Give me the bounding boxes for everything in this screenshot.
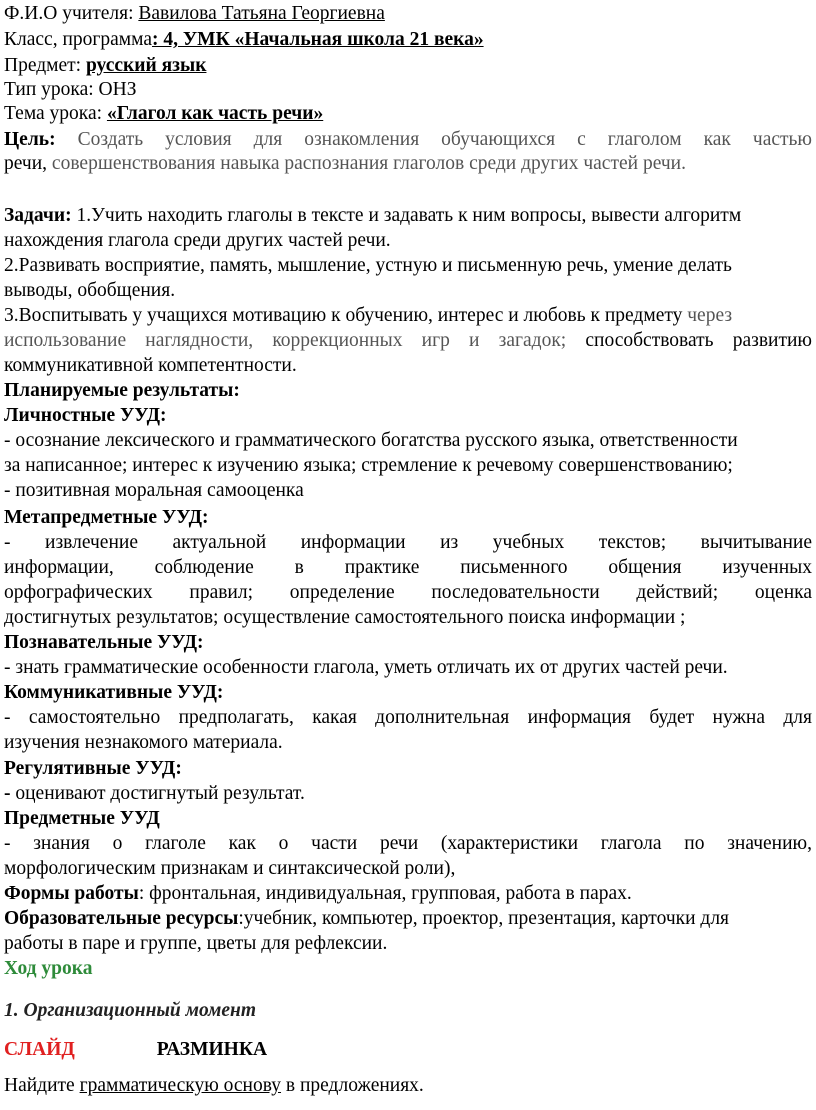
- subject-item-2: морфологическим признакам и синтаксической роли),: [4, 858, 456, 879]
- communicative-item-1: - самостоятельно предполагать, какая дополнительная информация будет нужна для: [4, 707, 812, 728]
- tasks-text-5b: через: [687, 305, 733, 326]
- topic-line: [4, 102, 812, 126]
- tasks-line-4: выводы, обобщения.: [4, 280, 176, 301]
- lesson-flow-heading: Ход урока: [4, 958, 93, 979]
- tasks-text-6a: использование наглядности, коррекционных игр и загадок;: [4, 330, 567, 351]
- goal-line-2: [4, 152, 812, 176]
- meta-item-2: информации, соблюдение в практике письменного общения изученных: [4, 557, 812, 578]
- tasks-line-2: нахождения глагола среди других частей речи.: [4, 230, 391, 251]
- tasks-line-3: 2.Развивать восприятие, память, мышление, устную и письменную речь, умение делать: [4, 255, 732, 276]
- resources-line-1: [4, 907, 812, 931]
- task-instruction: [4, 1074, 812, 1098]
- slide-line: [4, 1038, 812, 1062]
- teacher-line: [4, 2, 812, 26]
- forms-value: : фронтальная, индивидуальная, групповая, работа в парах.: [138, 883, 632, 904]
- tasks-line-5: [4, 304, 812, 328]
- tasks-line-1: [4, 204, 812, 228]
- communicative-uud-heading: Коммуникативные УУД:: [4, 682, 224, 703]
- class-value: : 4, УМК «Начальная школа 21 века»: [152, 29, 484, 50]
- topic-label: Тема урока:: [4, 103, 103, 124]
- class-label: Класс, программа: [4, 29, 152, 50]
- regulative-dash: -: [4, 783, 11, 804]
- teacher-name: Вавилова Татьяна Георгиевна: [138, 3, 385, 24]
- goal-text-1: Создать условия для ознакомления обучающихся с глаголом как частью: [77, 129, 812, 150]
- teacher-label: Ф.И.О учителя:: [4, 3, 134, 24]
- personal-item-1: - осознание лексического и грамматического богатства русского языка, ответственности: [4, 430, 738, 451]
- communicative-item-2: изучения незнакомого материала.: [4, 732, 283, 753]
- resources-text-1: :учебник, компьютер, проектор, презентация, карточки для: [238, 908, 730, 929]
- tasks-text-6b: способствовать развитию: [585, 330, 812, 351]
- subject-item-1: - знания о глаголе как о части речи (характеристики глагола по значению,: [4, 833, 812, 854]
- meta-item-1: - извлечение актуальной информации из учебных текстов; вычитывание: [4, 532, 812, 553]
- lesson-type: Тип урока: ОНЗ: [4, 79, 137, 100]
- results-heading: Планируемые результаты:: [4, 380, 240, 401]
- tasks-text-5a: 3.Воспитывать у учащихся мотивацию к обучению, интерес и любовь к предмету: [4, 305, 683, 326]
- instruction-b: грамматическую основу: [79, 1075, 282, 1096]
- slide-label: СЛАЙД: [4, 1039, 75, 1060]
- topic-value: «Глагол как часть речи»: [106, 103, 324, 124]
- goal-line-1: [4, 128, 812, 152]
- cognitive-uud-heading: Познавательные УУД:: [4, 632, 204, 653]
- goal-text-2a: речи,: [4, 153, 48, 174]
- instruction-c: в предложениях.: [285, 1075, 424, 1096]
- forms-line: [4, 882, 812, 906]
- goal-text-2b: совершенствования навыка распознания глаголов среди других частей речи.: [51, 153, 686, 174]
- subject-value: русский язык: [85, 55, 207, 76]
- regulative-text: оценивают достигнутый результат.: [10, 783, 305, 804]
- instruction-a: Найдите: [4, 1075, 75, 1096]
- personal-item-2: за написанное; интерес к изучению языка; стремление к речевому совершенствованию;: [4, 455, 733, 476]
- tasks-text-1: 1.Учить находить глаголы в тексте и задавать к ним вопросы, вывести алгоритм: [76, 205, 742, 226]
- subject-line: [4, 54, 812, 78]
- stage-org-moment: 1. Организационный момент: [4, 1000, 257, 1021]
- cognitive-item-1: - знать грамматические особенности глагола, уметь отличать их от других частей речи.: [4, 657, 728, 678]
- tasks-label: Задачи:: [4, 205, 72, 226]
- personal-uud-heading: Личностные УУД:: [4, 405, 167, 426]
- tasks-line-7: коммуникативной компетентности.: [4, 355, 297, 376]
- resources-label: Образовательные ресурсы: [4, 908, 239, 929]
- tasks-line-6: [4, 329, 812, 353]
- class-line: [4, 28, 812, 52]
- resources-line-2: работы в паре и группе, цветы для рефлексии.: [4, 933, 388, 954]
- warmup-label: РАЗМИНКА: [156, 1039, 268, 1060]
- goal-label: Цель:: [4, 129, 56, 150]
- regulative-uud-heading: Регулятивные УУД:: [4, 758, 182, 779]
- personal-item-3: - позитивная моральная самооценка: [4, 480, 304, 501]
- forms-label: Формы работы: [4, 883, 139, 904]
- regulative-item-1: [4, 782, 812, 806]
- meta-item-3: орфографических правил; определение последовательности действий; оценка: [4, 582, 812, 603]
- meta-uud-heading: Метапредметные УУД:: [4, 507, 209, 528]
- subject-uud-heading: Предметные УУД: [4, 808, 160, 829]
- meta-item-4: достигнутых результатов; осуществление самостоятельного поиска информации ;: [4, 607, 686, 628]
- subject-label: Предмет:: [4, 55, 82, 76]
